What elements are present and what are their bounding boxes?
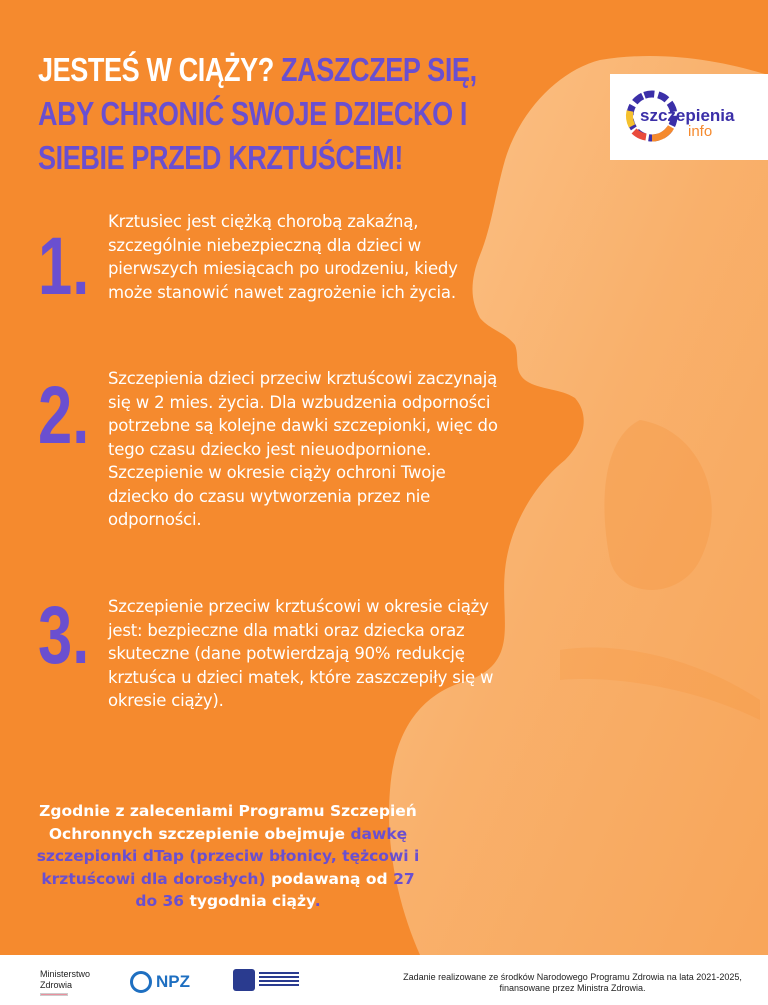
headline <box>38 48 497 180</box>
szczepienia-info-logo[interactable] <box>610 74 768 160</box>
footer-bar <box>0 955 768 1005</box>
nizp-text-lines-icon <box>259 972 299 988</box>
npz-logo[interactable] <box>130 971 200 993</box>
recommendation-vaccine: dawkę szczepionki dTap (przeciw błonicy, tężcowi i krztuścowi dla dorosłych) <box>36 824 420 888</box>
funding-line-2: finansowane przez Ministra Zdrowia. <box>499 983 646 993</box>
polish-flag-icon <box>40 993 68 996</box>
ministry-name-line2: Zdrowia <box>40 980 73 990</box>
ministry-of-health-logo[interactable] <box>40 969 90 996</box>
npz-circle-icon <box>130 971 152 993</box>
ministry-name-line1: Ministerstwo <box>40 969 91 979</box>
point-number: 3. <box>38 590 90 681</box>
recommendation-weeks: 27 do 36 <box>135 869 415 910</box>
funding-line-1: Zadanie realizowane ze środków Narodowego Programu Zdrowia na lata 2021-2025, <box>403 972 742 982</box>
nizp-logo[interactable] <box>233 969 303 993</box>
point-text: Szczepienie przeciw krztuścowi w okresie ciąży jest: bezpieczne dla matki oraz dziecka oraz skuteczne (dane potwierdzają 90% redukcję krztuśca u dzieci matek, które zaszczepiły się w okresie ciąży). <box>108 597 494 710</box>
point-text: Szczepienia dzieci przeciw krztuścowi zaczynają się w 2 mies. życia. Dla wzbudzenia odporności potrzebne są kolejne dawki szczepionki, więc do tego czasu dziecko jest nieuodpornione. Szczepienie w okresie ciąży ochroni Twoje dziecko do czasu wytworzenia przez nie odporności. <box>108 369 498 529</box>
vaccination-recommendation <box>28 800 428 913</box>
recommendation-period: . <box>314 892 321 910</box>
headline-call-to-action: ZASZCZEP SIĘ, ABY CHRONIĆ SWOJE DZIECKO I SIEBIE PRZED KRZTUŚCEM! <box>38 51 477 176</box>
point-text: Krztusiec jest ciężką chorobą zakaźną, szczególnie niebezpieczną dla dzieci w pierwszych miesiącach po urodzeniu, kiedy może stanowić nawet zagrożenie ich życia. <box>108 212 458 302</box>
funding-note <box>380 972 765 994</box>
recommendation-text: tygodnia ciąży <box>184 892 315 910</box>
point-number: 2. <box>38 370 90 461</box>
nizp-emblem-icon <box>233 969 255 991</box>
recommendation-text: podawaną od <box>265 869 394 888</box>
point-number: 1. <box>38 221 90 312</box>
npz-label: NPZ <box>156 972 190 991</box>
headline-question: JESTEŚ W CIĄŻY? <box>38 51 274 88</box>
recommendation-text: Zgodnie z zaleceniami Programu Szczepień Ochronnych szczepienie obejmuje <box>39 802 417 843</box>
logo-text-main: szczepienia <box>640 106 735 125</box>
logo-text-sub: info <box>688 123 713 140</box>
